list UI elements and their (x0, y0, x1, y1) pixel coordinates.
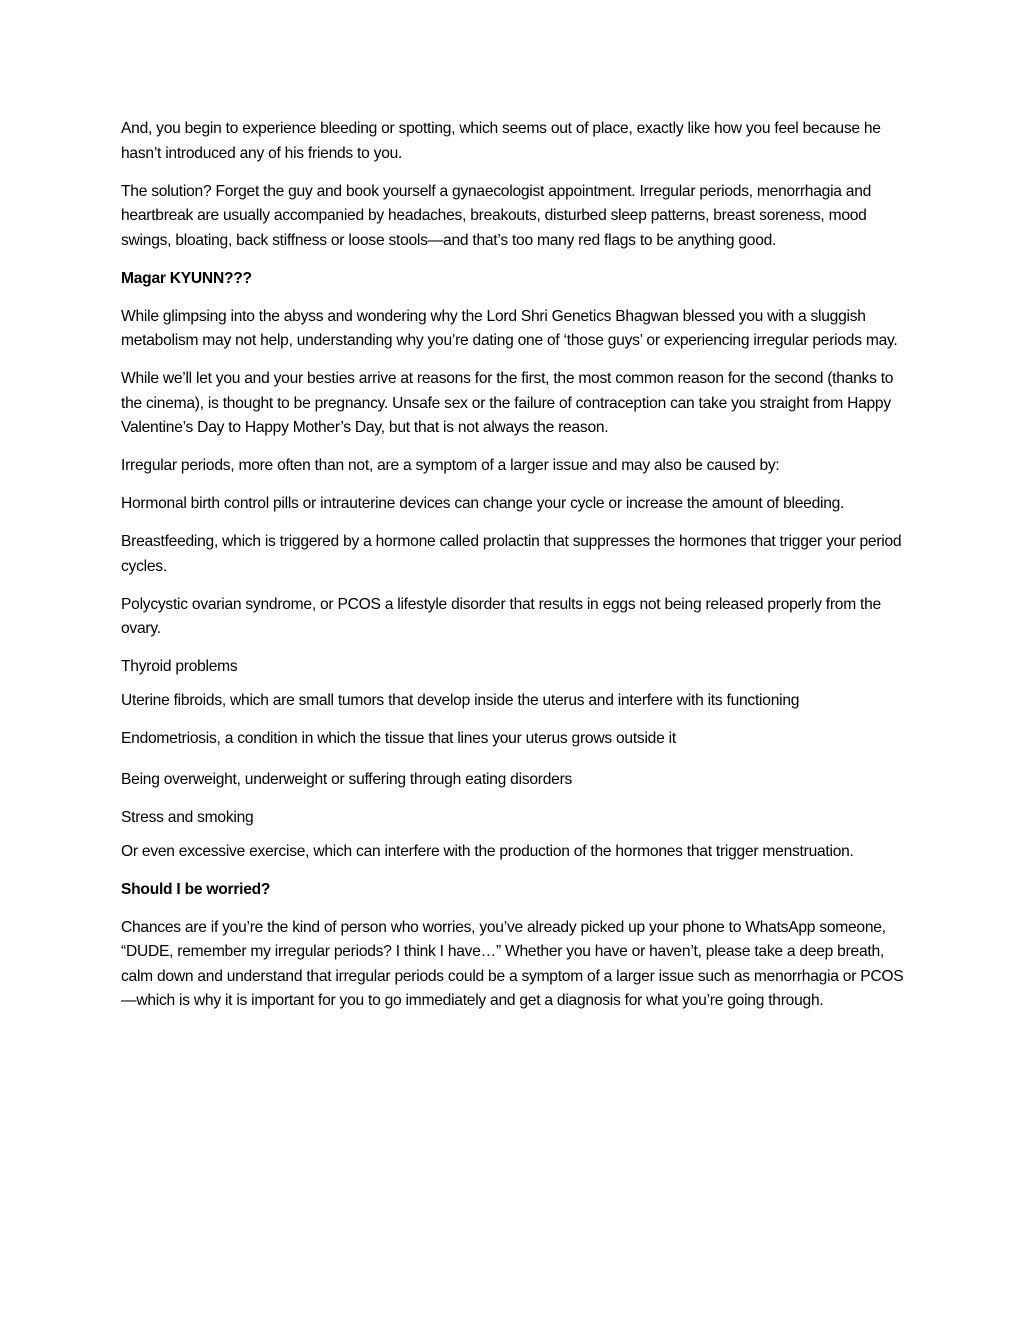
paragraph-chances: Chances are if you’re the kind of person who worries, you’ve already picked up your phone to WhatsApp someone, “DUDE, remember my irregular periods? I think I have…” Whether you have or haven’t, please take a deep breath, calm down and understand that irregular periods could be a symptom of a larger issue such as menorrhagia or PCOS—which is why it is important for you to go immediately and get a diagnosis for what you’re going through. (121, 918, 904, 1009)
paragraph-fibroids: Uterine fibroids, which are small tumors that develop inside the uterus and interfere with its functioning (121, 691, 800, 709)
paragraph-stress: Stress and smoking (121, 809, 254, 826)
paragraph-causes-intro: Irregular periods, more often than not, are a symptom of a larger issue and may also be caused by: (121, 457, 780, 474)
paragraph-solution: The solution? Forget the guy and book yourself a gynaecologist appointment. Irregular periods, menorrhagia and heartbreak are usually accompanied by headaches, breakouts, disturbed sleep patterns, breast soreness, mood swings, bloating, back stiffness or loose stools—and that’s too many red flags to be anything good. (121, 182, 872, 249)
paragraph-exercise: Or even excessive exercise, which can interfere with the production of the hormones that trigger menstruation. (121, 842, 854, 860)
paragraph-bleeding: And, you begin to experience bleeding or spotting, which seems out of place, exactly like how you feel because he hasn’t introduced any of his friends to you. (121, 120, 881, 162)
heading-should-i-be-worried: Should I be worried? (121, 880, 271, 898)
paragraph-abyss: While glimpsing into the abyss and wondering why the Lord Shri Genetics Bhagwan blessed you with a sluggish metabolism may not help, understanding why you’re dating one of ‘those guys’ or experiencing irregular periods may. (121, 307, 898, 349)
document-page (121, 117, 911, 1027)
paragraph-endometriosis: Endometriosis, a condition in which the tissue that lines your uterus grows outside it (121, 729, 676, 747)
paragraph-breastfeeding: Breastfeeding, which is triggered by a hormone called prolactin that suppresses the hormones that trigger your period cycles. (121, 533, 902, 575)
paragraph-birth-control: Hormonal birth control pills or intrauterine devices can change your cycle or increase the amount of bleeding. (121, 495, 845, 512)
paragraph-thyroid: Thyroid problems (121, 658, 238, 675)
paragraph-weight: Being overweight, underweight or suffering through eating disorders (121, 771, 573, 788)
heading-magar-kyunn: Magar KYUNN??? (121, 269, 252, 287)
paragraph-pcos: Polycystic ovarian syndrome, or PCOS a lifestyle disorder that results in eggs not being released properly from the ovary. (121, 595, 881, 637)
paragraph-common-reason: While we’ll let you and your besties arrive at reasons for the first, the most common reason for the second (thanks to the cinema), is thought to be pregnancy. Unsafe sex or the failure of contraception can take you straight from Happy Valentine’s Day to Happy Mother’s Day, but that is not always the reason. (121, 370, 894, 436)
